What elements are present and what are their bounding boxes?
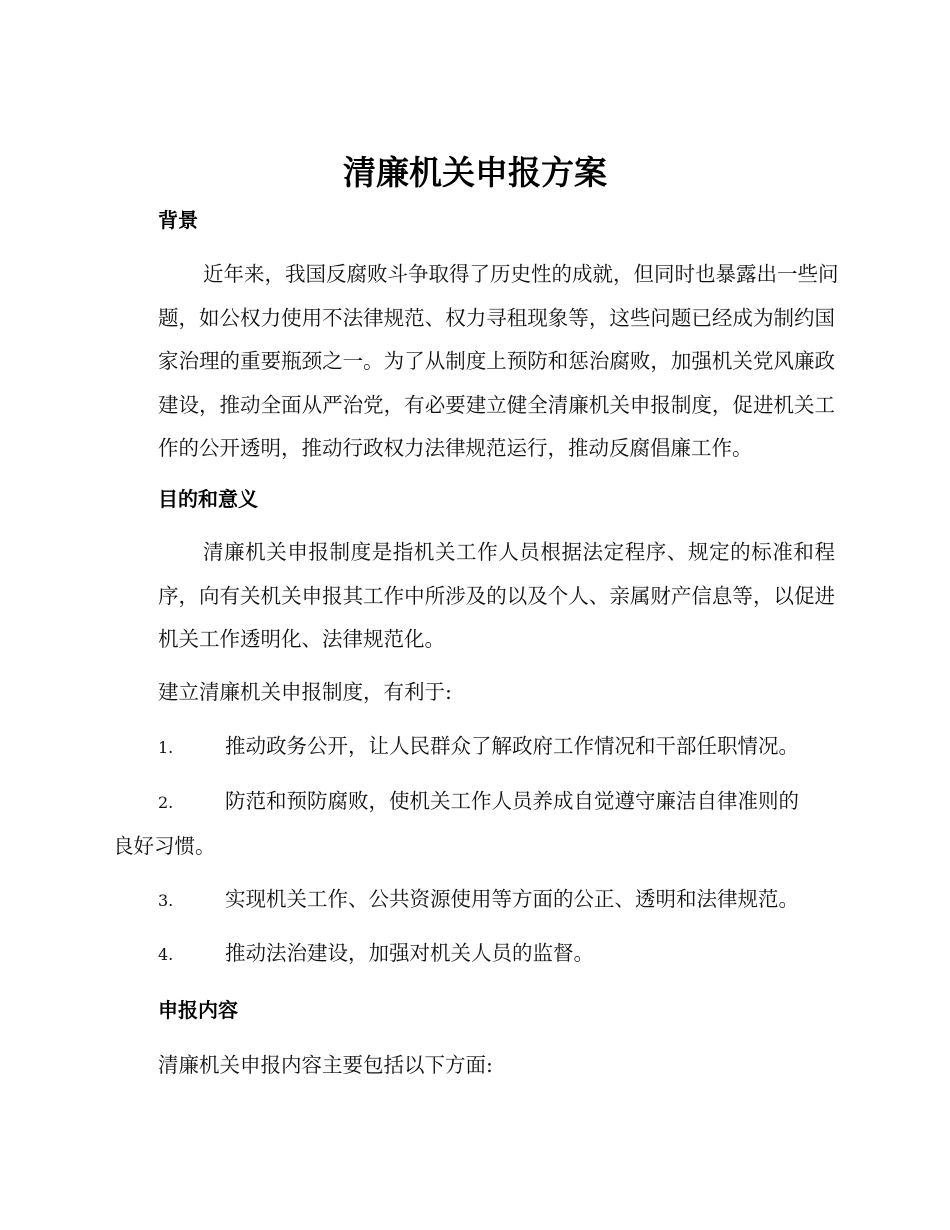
paragraph-line: 机关工作透明化、法律规范化。 [158, 627, 445, 651]
list-number: 3. [158, 891, 174, 910]
list-text-continued: 良好习惯。 [113, 833, 216, 858]
paragraph-line: 建设，推动全面从严治党，有必要建立健全清廉机关申报制度，促进机关工 [158, 392, 835, 417]
heading-content: 申报内容 [158, 998, 238, 1022]
list-item [113, 878, 835, 923]
list-text: 推动法治建设，加强对机关人员的监督。 [225, 941, 594, 965]
paragraph-line: 序，向有关机关申报其工作中所涉及的以及个人、亲属财产信息等，以促进 [158, 583, 835, 608]
paragraph-line: 近年来，我国反腐败斗争取得了历史性的成就，但同时也暴露出一些问 [203, 262, 839, 286]
paragraph-line: 家治理的重要瓶颈之一。为了从制度上预防和惩治腐败，加强机关党风廉政 [158, 349, 835, 373]
list-number: 4. [158, 945, 174, 964]
list-text: 实现机关工作、公共资源使用等方面的公正、透明和法律规范。 [225, 887, 799, 911]
list-item [113, 932, 835, 977]
document-title: 清廉机关申报方案 [343, 153, 607, 192]
list-text: 推动政务公开，让人民群众了解政府工作情况和干部任职情况。 [225, 734, 799, 758]
list-text: 防范和预防腐败，使机关工作人员养成自觉遵守廉洁自律准则的 [225, 789, 799, 813]
paragraph-line: 作的公开透明，推动行政权力法律规范运行，推动反腐倡廉工作。 [158, 436, 753, 460]
heading-background: 背景 [158, 208, 198, 232]
list-item [113, 780, 835, 868]
list-number: 1. [158, 738, 174, 757]
paragraph-line: 题，如公权力使用不法律规范、权力寻租现象等，这些问题已经成为制约国 [158, 305, 835, 330]
purpose-intro: 建立清廉机关申报制度，有利于: [158, 680, 452, 704]
list-number: 2. [158, 793, 174, 812]
content-intro: 清廉机关申报内容主要包括以下方面: [158, 1053, 493, 1077]
paragraph-purpose [113, 531, 835, 662]
paragraph-line: 清廉机关申报制度是指机关工作人员根据法定程序、规定的标准和程 [203, 540, 835, 564]
paragraph-background [113, 253, 839, 471]
heading-purpose: 目的和意义 [158, 487, 258, 511]
list-item [113, 725, 835, 770]
